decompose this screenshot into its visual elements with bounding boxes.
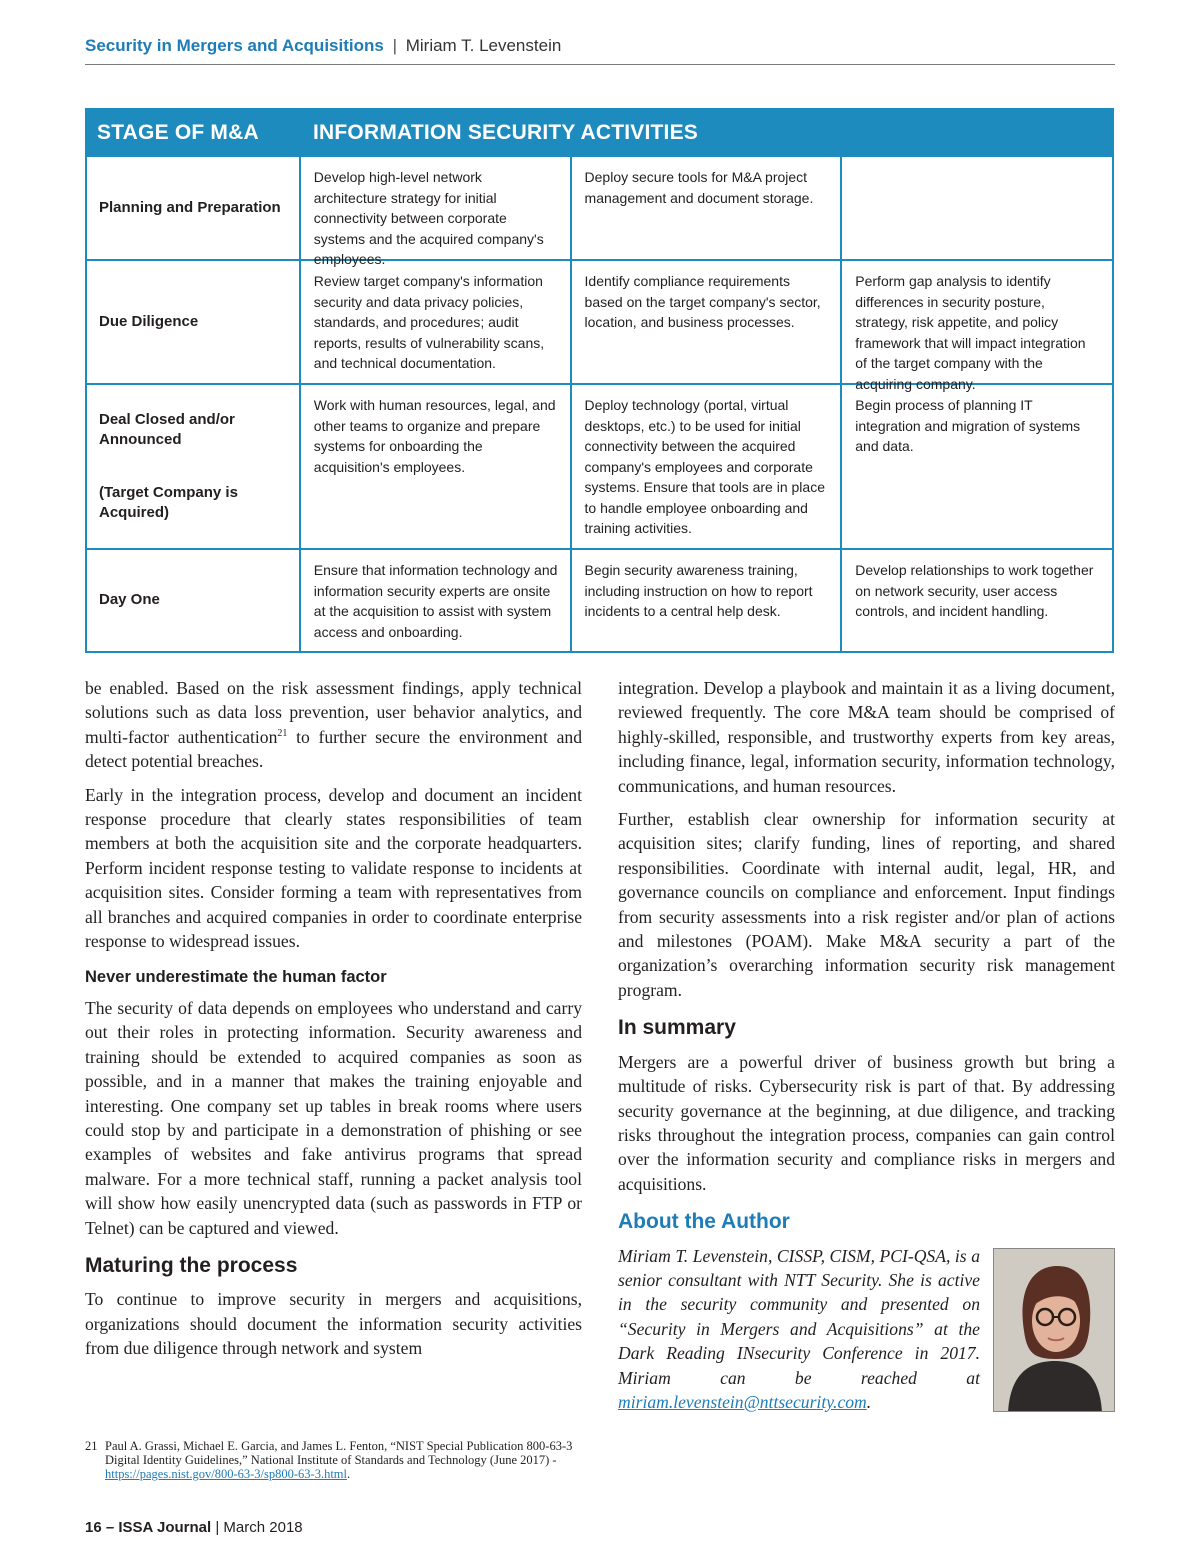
activity-cell: Deploy secure tools for M&A project management and document storage. [572, 157, 843, 259]
paragraph-text: be enabled. Based on the risk assessment findings, apply technical solutions such as data loss prevention, user behavior analytics, and multi-factor authentication [85, 678, 582, 747]
activity-cell: Identify compliance requirements based on the target company's sector, location, and business processes. [572, 261, 843, 383]
bio-text [618, 1244, 980, 1415]
footnote-text: Paul A. Grassi, Michael E. Garcia, and James L. Fenton, “NIST Special Publication 800-63-3 Digital Identity Guidelines,” National Institute of Standards and Technology (June 2017) - [105, 1439, 573, 1467]
activity-cell [842, 157, 1112, 259]
left-column [85, 676, 582, 1370]
activity-cell: Perform gap analysis to identify differences in security posture, strategy, risk appetite, and policy framework that will impact integration of the target company with the acquiring company. [855, 273, 1086, 392]
activity-cell: Work with human resources, legal, and other teams to organize and prepare systems for onboarding the acquisition's employees. [301, 385, 572, 548]
right-column [618, 676, 1115, 1414]
stage-label: Deal Closed and/or Announced [99, 410, 235, 448]
table-row [87, 155, 1112, 267]
stage-label: Planning and Preparation [99, 198, 281, 216]
author-photo [993, 1248, 1115, 1412]
table-header [87, 110, 1112, 155]
section-heading-summary: In summary [618, 1016, 736, 1040]
author-email-link[interactable]: miriam.levenstein@nttsecurity.com [618, 1391, 867, 1412]
col-header-activities: INFORMATION SECURITY ACTIVITIES [313, 120, 698, 144]
paragraph: To continue to improve security in mergers and acquisitions, organizations should document the information security activities from due diligence through network and system [85, 1289, 582, 1359]
section-heading-maturing: Maturing the process [85, 1253, 298, 1277]
stage-sublabel: (Target Company is Acquired) [99, 483, 238, 521]
paragraph: Early in the integration process, develop and document an incident response procedure that clearly states responsibilities of team members at both the acquisition site and the corporate headquarters. Perform incident response testing to validate response to incidents at acquisition sites. Consider forming a team with representatives from all branches and acquired companies in order to coordinate enterprise response to widespread issues. [85, 784, 582, 952]
footnote-end: . [347, 1467, 351, 1481]
paragraph: integration. Develop a playbook and maintain it as a living document, reviewed frequently. The core M&A team should be comprised of highly-skilled, responsible, and trustworthy experts from key areas, including finance, legal, information security, information technology, communications, and human resources. [618, 678, 1115, 796]
paragraph-text: to further secure the environment and detect potential breaches. [85, 726, 582, 772]
paragraph: Further, establish clear ownership for information security at acquisition sites; clarify funding, lines of reporting, and shared responsibilities. Coordinate with internal audit, legal, HR, and governance councils on compliance and enforcement. Input findings from security assessments into a risk register and/or plan of actions and milestones (POAM). Make M&A security a part of the organization’s overarching information security risk management program. [618, 809, 1115, 1000]
activity-cell: Develop high-level network architecture strategy for initial connectivity between corporate systems and the acquired company's employees. [301, 157, 572, 259]
footer-separator: | [215, 1519, 220, 1536]
activity-cell: Develop relationships to work together on network security, user access controls, and incident handling. [855, 562, 1094, 619]
ma-security-table [85, 108, 1114, 653]
table-row [87, 259, 1112, 392]
author-portrait-illustration [994, 1249, 1115, 1412]
paragraph [85, 676, 582, 774]
header-author: Miriam T. Levenstein [405, 36, 562, 55]
footnote-number: 21 [85, 1439, 98, 1453]
footer-date: March 2018 [223, 1519, 303, 1536]
stage-cell [87, 157, 301, 259]
subheading-human-factor: Never underestimate the human factor [85, 968, 387, 987]
bio-end: . [866, 1391, 872, 1412]
activity-cell: Ensure that information technology and information security experts are onsite at the acquisition to assist with system access and onboarding. [301, 550, 572, 651]
about-author-heading: About the Author [618, 1210, 790, 1234]
paragraph: The security of data depends on employees who understand and carry out their roles in protecting information. Security awareness and training should be extended to acquired companies as soon as possible, and in a manner that makes the training enjoyable and interesting. One company set up tables in break rooms where users could stop by and participate in a demonstration of phishing or see examples of websites and fake antivirus programs that spread malware. For a more technical staff, running a packet analysis tool will show how easily unencrypted data (such as passwords in FTP or Telnet) can be captured and viewed. [85, 997, 582, 1238]
author-bio [618, 1244, 1115, 1415]
stage-cell [87, 385, 301, 548]
table-row [87, 548, 1112, 651]
footnote-ref: 21 [277, 727, 288, 739]
activity-cell: Deploy technology (portal, virtual desktops, etc.) to be used for initial connectivity between the acquired company's employees and corporate systems. Ensure that tools are in place to handle employee onboarding and training activities. [572, 385, 843, 548]
activity-cell: Begin security awareness training, including instruction on how to report incidents to a central help desk. [572, 550, 843, 651]
header-separator: | [392, 36, 397, 55]
running-header [85, 36, 1115, 65]
table-row [87, 383, 1112, 548]
activity-cell: Review target company's information security and data privacy policies, standards, and procedures; audit reports, results of vulnerability scans, and technical documentation. [301, 261, 572, 383]
footer-page-label: 16 – ISSA Journal [85, 1519, 212, 1536]
stage-label: Day One [99, 591, 160, 609]
footnote-body [105, 1439, 585, 1481]
stage-label: Due Diligence [99, 312, 199, 330]
header-title: Security in Mergers and Acquisitions [85, 36, 384, 55]
footnote-link[interactable]: https://pages.nist.gov/800-63-3/sp800-63-3.html [105, 1467, 348, 1481]
paragraph: Mergers are a powerful driver of business growth but bring a multitude of risks. Cybersecurity risk is part of that. By addressing security governance at the beginning, at due diligence, and tracking risks throughout the integration process, companies can gain control over the information security and compliance risks in mergers and acquisitions. [618, 1051, 1115, 1194]
col-header-stage: STAGE OF M&A [97, 120, 259, 144]
page-footer [85, 1519, 303, 1536]
stage-cell [87, 550, 301, 651]
stage-cell [87, 261, 301, 383]
footnote [85, 1439, 585, 1481]
activity-cell: Begin process of planning IT integration and migration of systems and data. [855, 397, 1081, 454]
bio-body: Miriam T. Levenstein, CISSP, CISM, PCI-QSA, is a senior consultant with NTT Security. She is active in the security community and presented on “Security in Mergers and Acquisitions” at the Dark Reading INsecurity Conference in 2017. Miriam can be reached at [618, 1245, 980, 1388]
